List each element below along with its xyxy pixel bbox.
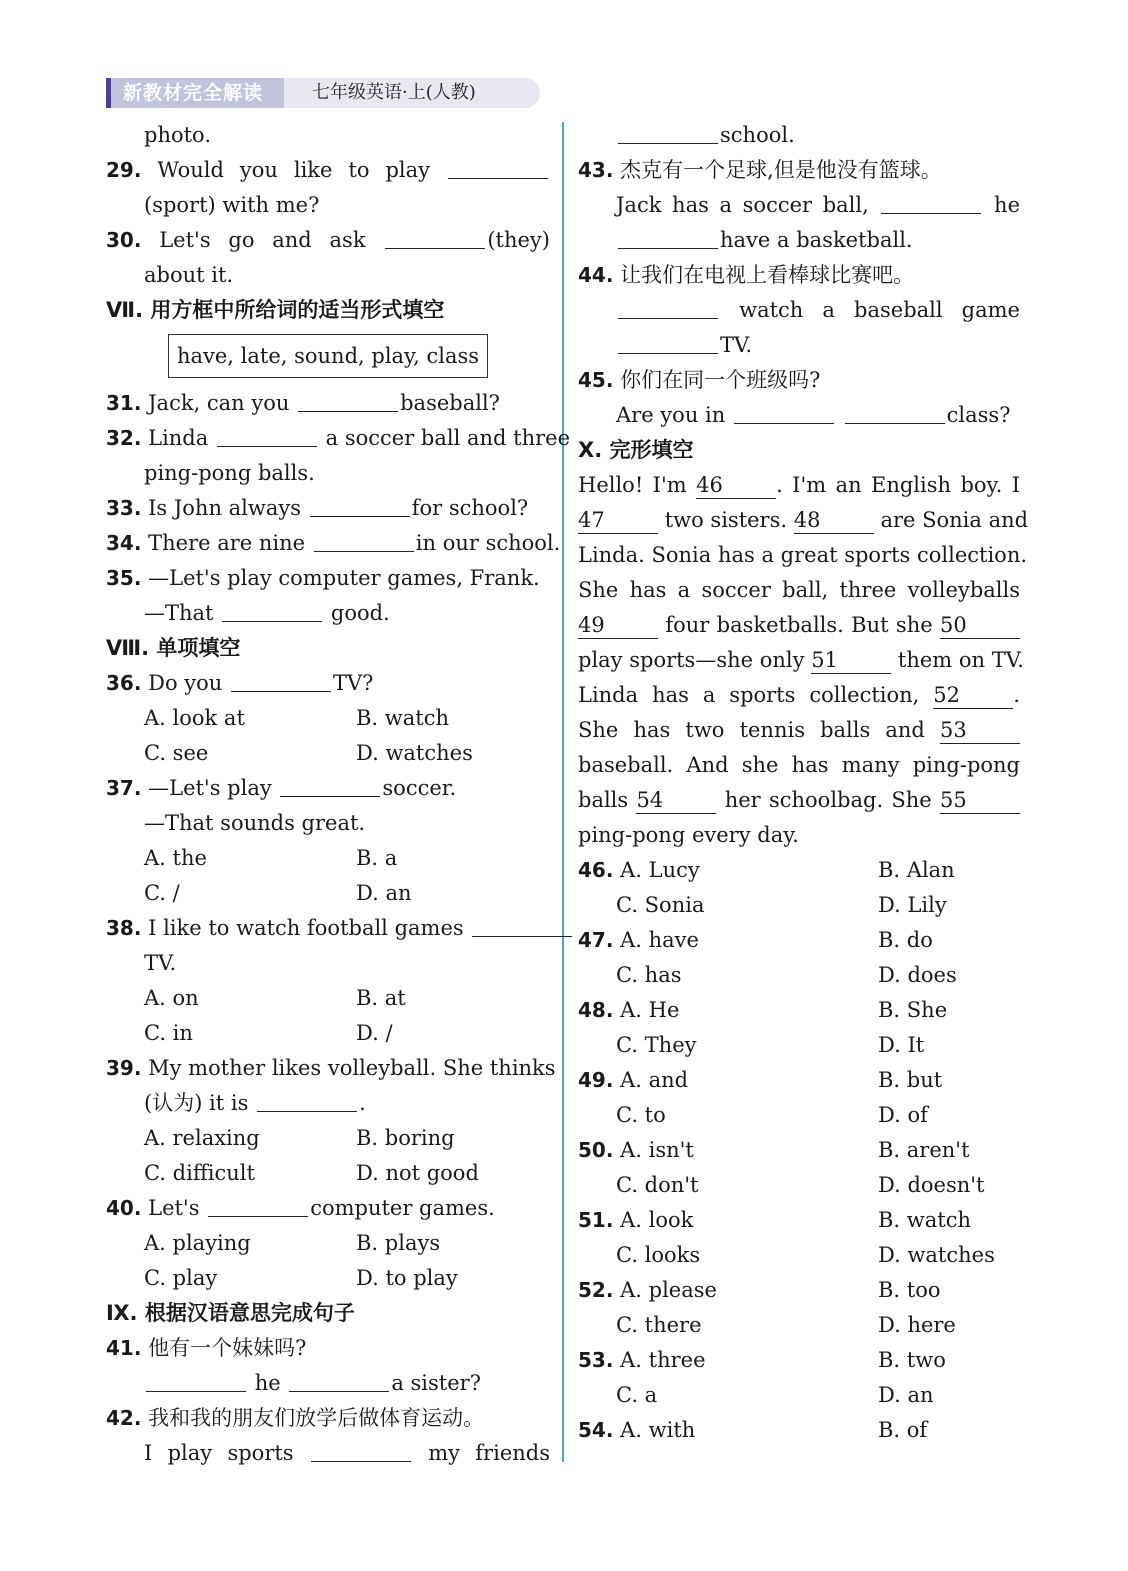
answer-blank[interactable] <box>618 119 718 144</box>
passage-line-9: baseball. And she has many ping-pong <box>578 753 1020 777</box>
passage-line-11: ping-pong every day. <box>578 823 799 847</box>
answer-blank[interactable] <box>146 1367 246 1392</box>
q46-options-ab: 46. A. Lucy B. Alan <box>578 853 1020 888</box>
option-a[interactable]: A. on <box>144 986 199 1010</box>
passage-line-10: balls 54 her schoolbag. She 55 <box>578 783 1020 818</box>
q38-options-ab <box>106 981 550 1016</box>
q52-options-ab: 52. A. please B. too <box>578 1273 1020 1308</box>
blank-55[interactable]: 55 <box>940 787 1020 814</box>
q50-options-cd <box>578 1168 1020 1203</box>
q28-tail: photo. <box>144 123 211 147</box>
option-a[interactable]: A. Lucy <box>620 858 700 882</box>
option-a[interactable]: A. and <box>620 1068 689 1092</box>
question-37: 37. —Let's play soccer. <box>106 771 550 806</box>
answer-blank[interactable] <box>385 224 485 249</box>
option-b[interactable]: B. too <box>878 1278 941 1302</box>
answer-blank[interactable] <box>618 329 718 354</box>
option-c[interactable]: C. / <box>144 881 180 905</box>
answer-blank[interactable] <box>734 399 834 424</box>
option-a[interactable]: A. He <box>620 998 680 1022</box>
q29-line2: (sport) with me? <box>144 193 320 217</box>
option-a[interactable]: A. look at <box>144 706 245 730</box>
option-d[interactable]: D. an <box>356 881 412 905</box>
q36-options-ab <box>106 701 550 736</box>
q36-options-cd <box>106 736 550 771</box>
q49-options-ab: 49. A. and B. but <box>578 1063 1020 1098</box>
question-31: 31. Jack, can you baseball? <box>106 386 550 421</box>
option-b[interactable]: B. Alan <box>878 858 955 882</box>
q48-options-cd <box>578 1028 1020 1063</box>
question-38: 38. I like to watch football games <box>106 911 550 946</box>
option-b[interactable]: B. of <box>878 1418 928 1442</box>
option-b[interactable]: B. watch <box>878 1208 972 1232</box>
word-box: have, late, sound, play, class <box>168 334 488 378</box>
q40-options-cd <box>106 1261 550 1296</box>
answer-blank[interactable] <box>257 1087 357 1112</box>
q53-options-cd <box>578 1378 1020 1413</box>
q54-options-ab: 54. A. with B. of <box>578 1413 1020 1448</box>
passage-line-3: Linda. Sonia has a great sports collection. <box>578 543 1028 567</box>
passage-line-1: Hello! I'm 46 . I'm an English boy. I <box>578 473 1020 497</box>
section-7-title: Ⅶ. 用方框中所给词的适当形式填空 <box>106 298 445 322</box>
q37-line2: —That sounds great. <box>144 811 366 835</box>
answer-blank[interactable] <box>618 294 718 319</box>
blank-47[interactable]: 47 <box>578 507 658 534</box>
passage-line-4: She has a soccer ball, three volleyballs <box>578 578 1020 602</box>
option-d[interactable]: D. Lily <box>878 893 947 917</box>
option-d[interactable]: D. watches <box>356 741 473 765</box>
question-44: 44. 让我们在电视上看棒球比赛吧。 <box>578 263 915 287</box>
q32-line2: ping-pong balls. <box>144 461 315 485</box>
option-b[interactable]: B. She <box>878 998 948 1022</box>
brand-banner: 新教材完全解读 <box>106 78 284 108</box>
blank-54[interactable]: 54 <box>636 787 716 814</box>
question-42: 42. 我和我的朋友们放学后做体育运动。 <box>106 1406 485 1430</box>
answer-blank[interactable] <box>472 912 572 937</box>
q45-line2: Are you in class? <box>578 398 1020 433</box>
q51-options-ab: 51. A. look B. watch <box>578 1203 1020 1238</box>
answer-blank[interactable] <box>298 387 398 412</box>
answer-blank[interactable] <box>310 492 410 517</box>
answer-blank[interactable] <box>314 527 414 552</box>
q44-line3: TV. <box>578 328 1020 363</box>
passage-line-5: 49 four basketballs. But she 50 <box>578 608 1020 643</box>
q38-options-cd <box>106 1016 550 1051</box>
option-a[interactable]: A. please <box>620 1278 717 1302</box>
option-a[interactable]: A. with <box>620 1418 696 1442</box>
question-29: 29. Would you like to play <box>106 153 550 188</box>
option-c[interactable]: C. don't <box>616 1173 699 1197</box>
option-d[interactable]: D. doesn't <box>878 1173 985 1197</box>
option-d[interactable]: D. not good <box>356 1161 479 1185</box>
question-36: 36. Do you TV? <box>106 666 550 701</box>
option-b[interactable]: B. boring <box>356 1126 455 1150</box>
q39-options-cd <box>106 1156 550 1191</box>
option-c[interactable]: C. a <box>616 1383 658 1407</box>
question-33: 33. Is John always for school? <box>106 491 550 526</box>
q40-options-ab <box>106 1226 550 1261</box>
blank-51[interactable]: 51 <box>811 647 891 674</box>
option-b[interactable]: B. a <box>356 846 398 870</box>
passage-line-7: Linda has a sports collection, 52 . <box>578 683 1020 707</box>
option-c[interactable]: C. They <box>616 1033 697 1057</box>
q41-line2: he a sister? <box>106 1366 550 1401</box>
option-a[interactable]: A. relaxing <box>144 1126 260 1150</box>
book-subtitle: 七年级英语·上(人教) <box>284 78 540 108</box>
option-d[interactable]: D. an <box>878 1383 934 1407</box>
passage-line-8: She has two tennis balls and 53 <box>578 713 1020 748</box>
question-34: 34. There are nine in our school. <box>106 526 550 561</box>
q39-options-ab <box>106 1121 550 1156</box>
answer-blank[interactable] <box>289 1367 389 1392</box>
option-d[interactable]: D. here <box>878 1313 956 1337</box>
option-b[interactable]: B. aren't <box>878 1138 970 1162</box>
q48-options-ab: 48. A. He B. She <box>578 993 1020 1028</box>
option-d[interactable]: D. of <box>878 1103 928 1127</box>
answer-blank[interactable] <box>222 597 322 622</box>
option-c[interactable]: C. play <box>144 1266 218 1290</box>
q47-options-cd <box>578 958 1020 993</box>
option-c[interactable]: C. difficult <box>144 1161 255 1185</box>
answer-blank[interactable] <box>280 772 380 797</box>
q50-options-ab: 50. A. isn't B. aren't <box>578 1133 1020 1168</box>
option-d[interactable]: D. It <box>878 1033 925 1057</box>
option-d[interactable]: D. does <box>878 963 957 987</box>
q44-line2: watch a baseball game <box>578 293 1020 328</box>
right-column <box>578 118 1029 1448</box>
question-30: 30. Let's go and ask (they) <box>106 223 550 258</box>
q38-line2: TV. <box>144 951 177 975</box>
question-40: 40. Let's computer games. <box>106 1191 550 1226</box>
column-divider <box>562 122 564 1462</box>
option-d[interactable]: D. / <box>356 1021 393 1045</box>
option-c[interactable]: C. Sonia <box>616 893 705 917</box>
option-b[interactable]: B. at <box>356 986 406 1010</box>
answer-blank[interactable] <box>231 667 331 692</box>
blank-46[interactable]: 46 <box>696 472 776 499</box>
option-c[interactable]: C. in <box>144 1021 193 1045</box>
q37-options-ab <box>106 841 550 876</box>
option-d[interactable]: D. to play <box>356 1266 458 1290</box>
option-d[interactable]: D. watches <box>878 1243 995 1267</box>
option-c[interactable]: C. to <box>616 1103 666 1127</box>
section-9-title: Ⅸ. 根据汉语意思完成句子 <box>106 1301 355 1325</box>
question-39: 39. My mother likes volleyball. She thinks <box>106 1056 556 1080</box>
option-a[interactable]: A. playing <box>144 1231 251 1255</box>
option-b[interactable]: B. but <box>878 1068 943 1092</box>
option-b[interactable]: B. do <box>878 928 933 952</box>
option-c[interactable]: C. looks <box>616 1243 701 1267</box>
q42-line2: I play sports my friends <box>106 1436 550 1471</box>
answer-blank[interactable] <box>448 154 548 179</box>
q39-line2: (认为) it is . <box>106 1086 550 1121</box>
question-41: 41. 他有一个妹妹吗? <box>106 1336 307 1360</box>
q49-options-cd <box>578 1098 1020 1133</box>
passage-line-2: 47 two sisters. 48 are Sonia and <box>578 508 1029 532</box>
section-10-title: Ⅹ. 完形填空 <box>578 438 694 462</box>
q35-line2: —That good. <box>106 596 550 631</box>
blank-48[interactable]: 48 <box>794 507 874 534</box>
q42-tail: school. <box>578 118 1020 153</box>
question-45: 45. 你们在同一个班级吗? <box>578 368 821 392</box>
q37-options-cd <box>106 876 550 911</box>
blank-49[interactable]: 49 <box>578 612 658 639</box>
option-a[interactable]: A. isn't <box>620 1138 694 1162</box>
option-b[interactable]: B. two <box>878 1348 946 1372</box>
q30-line2: about it. <box>144 263 234 287</box>
option-c[interactable]: C. has <box>616 963 682 987</box>
answer-blank[interactable] <box>618 224 718 249</box>
q52-options-cd <box>578 1308 1020 1343</box>
passage-line-6: play sports—she only 51 them on TV. <box>578 648 1024 672</box>
option-b[interactable]: B. watch <box>356 706 450 730</box>
q47-options-ab: 47. A. have B. do <box>578 923 1020 958</box>
answer-blank[interactable] <box>217 422 317 447</box>
q43-line3: have a basketball. <box>578 223 1020 258</box>
option-a[interactable]: A. have <box>620 928 699 952</box>
blank-52[interactable]: 52 <box>933 682 1013 709</box>
option-a[interactable]: A. the <box>144 846 207 870</box>
option-a[interactable]: A. three <box>620 1348 706 1372</box>
question-35: 35. —Let's play computer games, Frank. <box>106 566 540 590</box>
left-column <box>106 118 571 1471</box>
question-43: 43. 杰克有一个足球,但是他没有篮球。 <box>578 158 942 182</box>
question-32: 32. Linda a soccer ball and three <box>106 421 550 456</box>
blank-53[interactable]: 53 <box>940 717 1020 744</box>
option-a[interactable]: A. look <box>620 1208 694 1232</box>
answer-blank[interactable] <box>845 399 945 424</box>
q51-options-cd <box>578 1238 1020 1273</box>
q46-options-cd <box>578 888 1020 923</box>
section-8-title: Ⅷ. 单项填空 <box>106 636 241 660</box>
q53-options-ab: 53. A. three B. two <box>578 1343 1020 1378</box>
option-b[interactable]: B. plays <box>356 1231 441 1255</box>
option-c[interactable]: C. see <box>144 741 209 765</box>
answer-blank[interactable] <box>311 1437 411 1462</box>
blank-50[interactable]: 50 <box>940 612 1020 639</box>
q43-line2: Jack has a soccer ball, he <box>578 188 1020 223</box>
option-c[interactable]: C. there <box>616 1313 702 1337</box>
answer-blank[interactable] <box>208 1192 308 1217</box>
answer-blank[interactable] <box>881 189 981 214</box>
